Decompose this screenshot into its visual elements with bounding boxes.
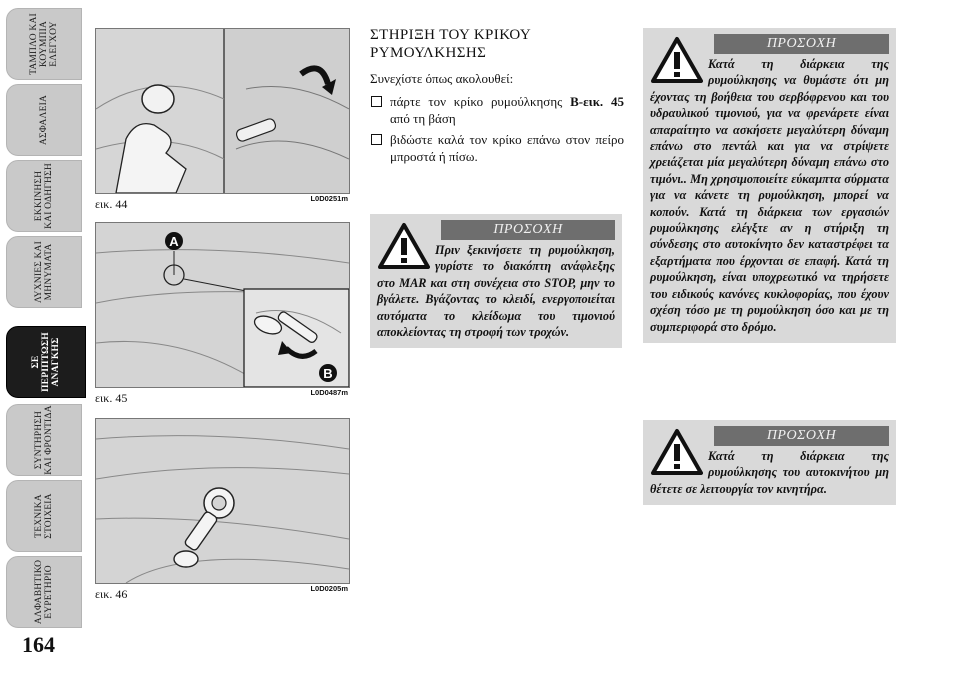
section-intro: Συνεχίστε όπως ακολουθεί:: [370, 71, 514, 86]
figure-caption: εικ. 44: [95, 197, 128, 211]
tab-label: ΛΥΧΝΙΕΣ ΚΑΙ ΜΗΝΥΜΑΤΑ: [34, 241, 54, 303]
tab-maintenance[interactable]: [6, 404, 82, 476]
warning-text: Πριν ξεκινήσετε τη ρυμούλκηση, γυρίστε το διακόπτη ανάφλεξης στο MAR και στη συνέχεια στο STOP, μην το βγάλετε. Βγάζοντας το κλειδί, ενεργοποιείται αυτόματα το κλείδωμα του τιμονιού αποκλείοντας τη στροφή των τροχών.: [377, 243, 615, 340]
warning-text: Κατά τη διάρκεια της ρυμούλκησης του αυτοκινήτου μη θέτετε σε λειτουργία τον κινητήρα.: [650, 449, 889, 496]
checkbox-bullet-icon: [371, 134, 382, 145]
warning-triangle-icon: [378, 222, 430, 270]
instruction-list: [370, 93, 624, 165]
tab-safety[interactable]: [6, 84, 82, 156]
figure-code: L0D0205m: [310, 584, 348, 593]
warning-text: Κατά τη διάρκεια της ρυμούλκησης να θυμάστε ότι μη έχοντας τη βοήθεια του σερβόφρενου και του υδραυλικού τιμονιού, για να φρενάρετε είναι απαραίτητο να ασκήσετε μεγαλύτερη δύναμη επάνω στο πεντάλ και για να στρίψετε χρειάζεται μία μεγαλύτερη δύναμη επάνω στο τιμόνι.. Μη χρησιμοποιείτε εύκαμπτα σύρματα για να κάνετε τη ρυμούλκηση, μπορεί να κοπούν. Κατά τη διάρκεια των εργασιών ρυμούλκησης ελέγξτε αν η στήριξη τη σύνδεσης στο αυτοκίνητο δεν καταστρέφει τα εξαρτήματα που έρχονται σε επαφή. Κατά τη ρυμούλκηση, είναι υποχρεωτικό να τηρήσετε του ειδικούς κανόνες κυκλοφορίας, που έχουν σχέση τόσο με τη ρυμούλκηση όσο και με τη συμπεριφορά στο δρόμο.: [650, 57, 889, 334]
figure-45-image: [95, 222, 350, 388]
figure-44-image: [95, 28, 350, 194]
figure-46: [95, 418, 350, 604]
tab-label: ΑΛΦΑΒΗΤΙΚΟ ΕΥΡΕΤΗΡΙΟ: [34, 559, 54, 625]
figure-caption: εικ. 45: [95, 391, 128, 405]
warning-triangle-icon: [651, 428, 703, 476]
figure-caption: εικ. 46: [95, 587, 128, 601]
warning-triangle-icon: [651, 36, 703, 84]
figure-45: [95, 222, 350, 404]
figure-46-image: [95, 418, 350, 584]
warning-heading: ΠΡΟΣΟΧΗ: [441, 220, 615, 240]
tab-label: ΑΣΦΑΛΕΙΑ: [39, 94, 49, 146]
label-b: B: [323, 366, 333, 381]
tab-label: ΤΑΜΠΛΟ ΚΑΙ ΚΟΥΜΠΙΑ ΕΛΕΓΧΟΥ: [29, 13, 59, 75]
tab-label: ΕΚΚΙΝΗΣΗ ΚΑΙ ΟΔΗΓΗΣΗ: [34, 163, 54, 229]
section-title: ΣΤΗΡΙΞΗ ΤΟΥ ΚΡΙΚΟΥ ΡΥΜΟΥΛΚΗΣΗΣ: [370, 27, 532, 61]
figure-reference: B-εικ. 45: [570, 94, 624, 109]
tab-lights-messages[interactable]: [6, 236, 82, 308]
figure-code: L0D0487m: [310, 388, 348, 397]
page-number: 164: [22, 632, 55, 657]
checkbox-bullet-icon: [371, 96, 382, 107]
tab-technical-data[interactable]: [6, 480, 82, 552]
warning-box-braking-steering: [643, 28, 896, 343]
warning-heading: ΠΡΟΣΟΧΗ: [714, 426, 889, 446]
tab-label: ΣΥΝΤΗΡΗΣΗ ΚΑΙ ΦΡΟΝΤΙΔΑ: [34, 405, 54, 475]
label-a: A: [169, 234, 179, 249]
warning-box-ignition: [370, 214, 622, 348]
tab-index[interactable]: [6, 556, 82, 628]
figure-code: L0D0251m: [310, 194, 348, 203]
tab-starting-driving[interactable]: [6, 160, 82, 232]
warning-box-engine: [643, 420, 896, 505]
section-towing-ring: [370, 26, 624, 169]
tab-label: ΤΕΧΝΙΚΑ ΣΤΟΙΧΕΙΑ: [34, 493, 54, 539]
list-item: πάρτε τον κρίκο ρυμούλκησης B-εικ. 45 από τη βάση: [370, 93, 624, 127]
chapter-tabs: [0, 0, 84, 630]
tab-emergency[interactable]: [6, 326, 86, 398]
tab-label: ΣΕ ΠΕΡΙΠΤΩΣΗ ΑΝΑΓΚΗΣ: [31, 332, 61, 392]
list-item: βιδώστε καλά τον κρίκο επάνω στον πείρο μπροστά ή πίσω.: [370, 131, 624, 165]
warning-heading: ΠΡΟΣΟΧΗ: [714, 34, 889, 54]
tab-dashboard[interactable]: [6, 8, 82, 80]
figure-44: [95, 28, 350, 210]
